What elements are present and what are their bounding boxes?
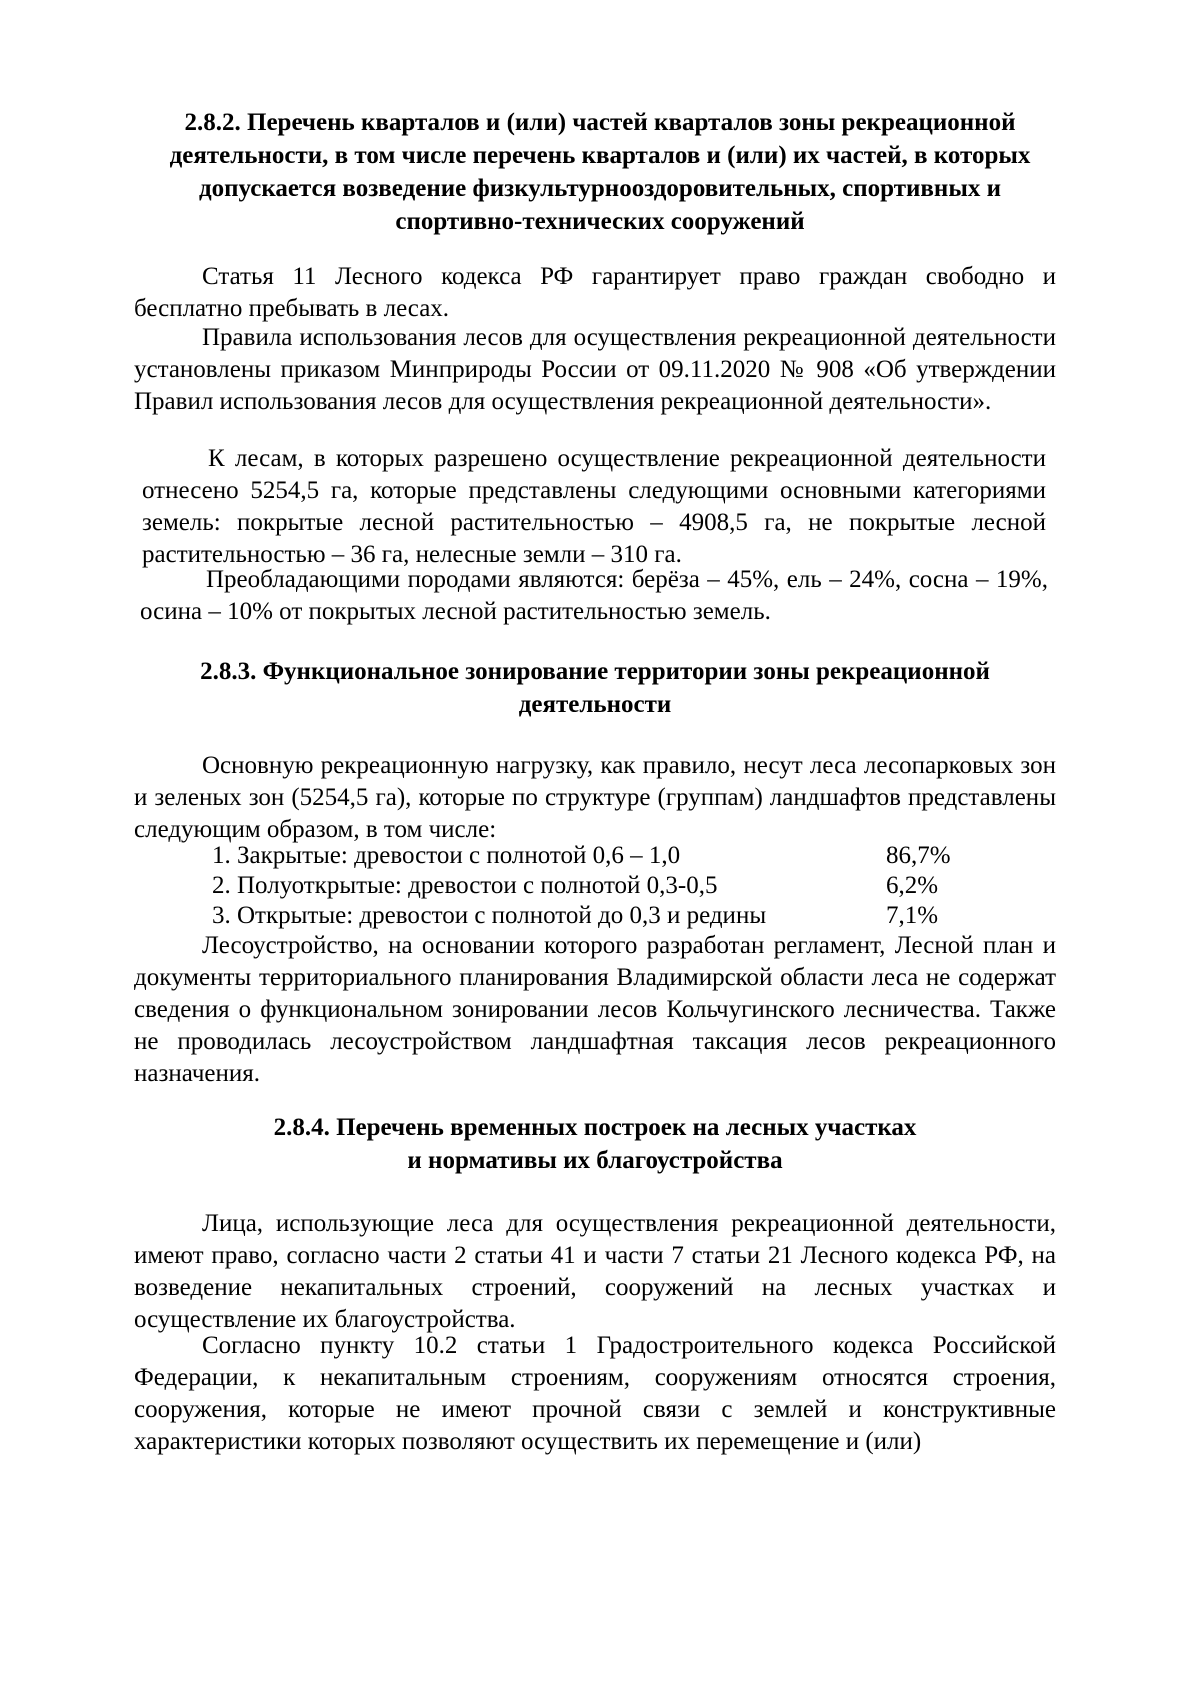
section-heading-2-8-4-line2: и нормативы их благоустройства <box>407 1147 783 1174</box>
paragraph-non-capital-structures: Согласно пункту 10.2 статьи 1 Градостроительного кодекса Российской Федерации, к некапитальным строениям, сооружениям относятся строения, сооружения, которые не имеют прочной связи с землей и конструктивные характеристики которых позволяют осуществить их перемещение и (или) <box>134 1332 1056 1455</box>
paragraph-recreation-rules: Правила использования лесов для осуществления рекреационной деятельности установлены приказом Минприроды России от 09.11.2020 № 908 «Об утверждении Правил использования лесов для осуществления рекреационной деятельности». <box>134 324 1056 415</box>
paragraph-temporary-buildings: Лица, использующие леса для осуществления рекреационной деятельности, имеют право, согласно части 2 статьи 41 и части 7 статьи 21 Лесного кодекса РФ, на возведение некапитальных строений, сооружений на лесных участках и осуществление их благоустройства. <box>134 1210 1056 1333</box>
landscape-list-item-2-label: 2. Полуоткрытые: древостои с полнотой 0,3-0,5 <box>212 872 718 899</box>
landscape-list-item-2-value: 6,2% <box>886 872 939 899</box>
landscape-list-item-1-value: 86,7% <box>886 842 951 869</box>
paragraph-recreation-load: Основную рекреационную нагрузку, как правило, несут леса лесопарковых зон и зеленых зон (5254,5 га), которые по структуре (группам) ландшафтов представлены следующим образом, в том числе: <box>134 752 1056 843</box>
section-heading-2-8-2: 2.8.2. Перечень кварталов и (или) частей кварталов зоны рекреационной деятельности, в том числе перечень кварталов и (или) их частей, в которых допускается возведение физкультурнооздоровительных, спортивных и спортивно-технических сооружений <box>169 109 1031 235</box>
landscape-list-item-3-label: 3. Открытые: древостои с полнотой до 0,3 и редины <box>212 902 767 929</box>
landscape-list-item-1-label: 1. Закрытые: древостои с полнотой 0,6 – 1,0 <box>212 842 681 869</box>
section-heading-2-8-4 <box>150 1111 1040 1177</box>
landscape-list-item-3-value: 7,1% <box>886 902 939 929</box>
paragraph-forest-management: Лесоустройство, на основании которого разработан регламент, Лесной план и документы территориального планирования Владимирской области леса не содержат сведения о функциональном зонировании лесов Кольчугинского лесничества. Также не проводилась лесоустройством ландшафтная таксация лесов рекреационного назначения. <box>134 932 1056 1087</box>
paragraph-dominant-species: Преобладающими породами являются: берёза – 45%, ель – 24%, сосна – 19%, осина – 10% от покрытых лесной растительностью земель. <box>140 566 1048 625</box>
paragraph-land-categories: К лесам, в которых разрешено осуществление рекреационной деятельности отнесено 5254,5 га, которые представлены следующими основными категориями земель: покрытые лесной растительностью – 4908,5 га, не покрытые лесной растительностью – 36 га, нелесные земли – 310 га. <box>142 445 1046 568</box>
paragraph-article-11: Статья 11 Лесного кодекса РФ гарантирует право граждан свободно и бесплатно пребывать в лесах. <box>134 263 1056 322</box>
section-heading-2-8-4-line1: 2.8.4. Перечень временных построек на лесных участках <box>273 1114 917 1141</box>
section-heading-2-8-3: 2.8.3. Функциональное зонирование территории зоны рекреационной деятельности <box>200 658 990 718</box>
